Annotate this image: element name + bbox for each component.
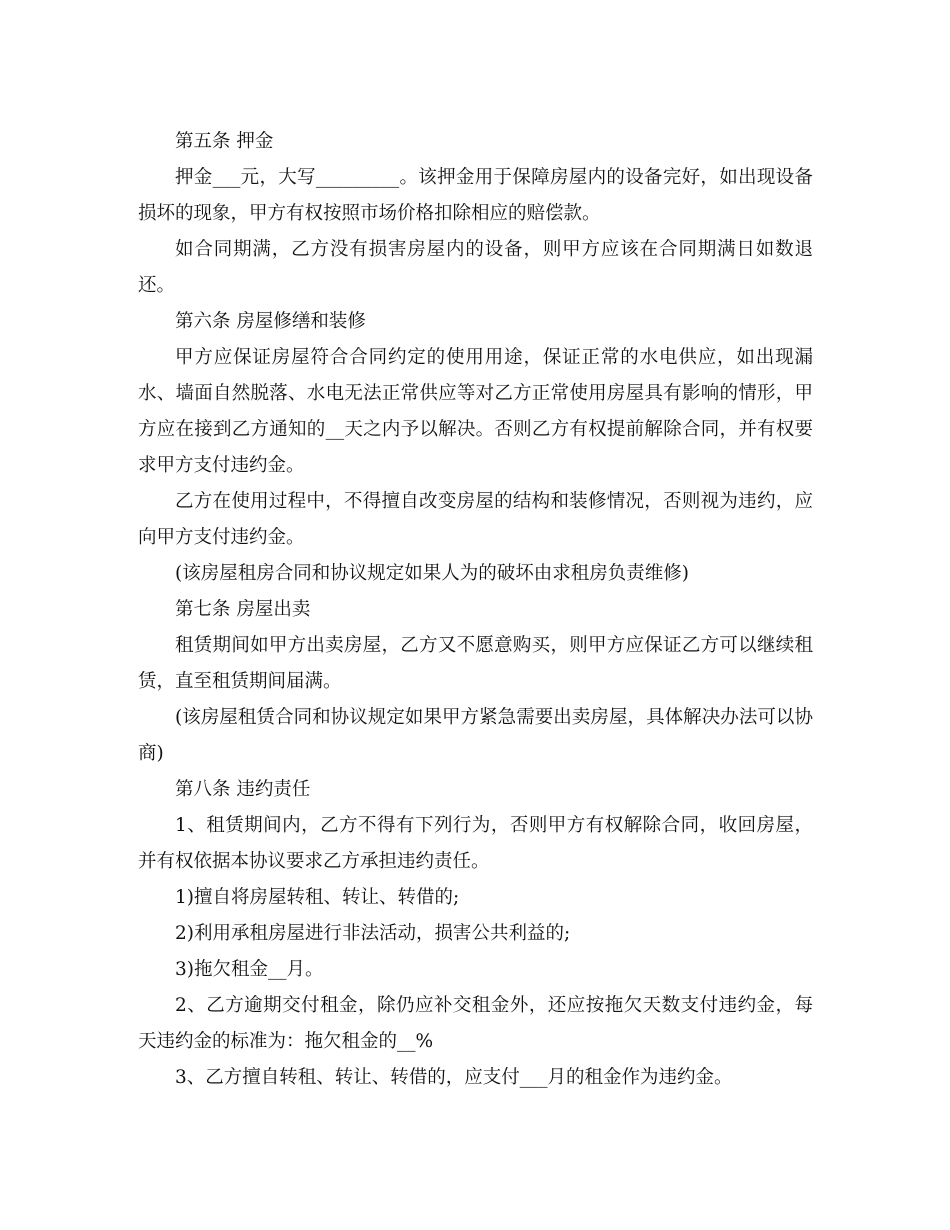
list-item-illegal-use: 2)利用承租房屋进行非法活动，损害公共利益的; xyxy=(175,923,571,944)
paragraph-repair-obligation: 甲方应保证房屋符合合同约定的使用用途，保证正常的水电供应，如出现漏水、墙面自然脱落、水电无法正常供应等对乙方正常使用房屋具有影响的情形，甲方应在接到乙方通知的__天之内予以解决。否则乙方有权提前解除合同，并有权要求甲方支付违约金。 xyxy=(138,347,813,476)
section-heading-6: 第六条 房屋修缮和装修 xyxy=(175,311,366,332)
paragraph-deposit-amount: 押金___元，大写_________。该押金用于保障房屋内的设备完好，如出现设备损坏的现象，甲方有权按照市场价格扣除相应的赔偿款。 xyxy=(138,167,813,224)
paragraph-repair-note: (该房屋租房合同和协议规定如果人为的破坏由求租房负责维修) xyxy=(175,563,689,584)
paragraph-no-alteration: 乙方在使用过程中，不得擅自改变房屋的结构和装修情况，否则视为违约，应向甲方支付违约金。 xyxy=(138,491,813,548)
section-heading-7: 第七条 房屋出卖 xyxy=(175,599,311,620)
paragraph-sale-note: (该房屋租赁合同和协议规定如果甲方紧急需要出卖房屋，具体解决办法可以协商) xyxy=(138,707,813,764)
list-item-sublet: 1)擅自将房屋转租、转让、转借的; xyxy=(175,887,460,908)
section-heading-8: 第八条 违约责任 xyxy=(175,779,311,800)
document-body xyxy=(138,124,813,1096)
paragraph-breach-2: 2、乙方逾期交付租金，除仍应补交租金外，还应按拖欠天数支付违约金，每天违约金的标准为：拖欠租金的__% xyxy=(138,995,813,1052)
paragraph-sale-continuation: 租赁期间如甲方出卖房屋，乙方又不愿意购买，则甲方应保证乙方可以继续租赁，直至租赁期间届满。 xyxy=(138,635,813,692)
list-item-arrears: 3)拖欠租金__月。 xyxy=(175,959,324,980)
section-heading-5: 第五条 押金 xyxy=(175,131,274,152)
paragraph-breach-3: 3、乙方擅自转租、转让、转借的，应支付___月的租金作为违约金。 xyxy=(175,1067,733,1088)
paragraph-deposit-refund: 如合同期满，乙方没有损害房屋内的设备，则甲方应该在合同期满日如数退还。 xyxy=(138,239,813,296)
paragraph-breach-1: 1、租赁期间内，乙方不得有下列行为，否则甲方有权解除合同，收回房屋，并有权依据本协议要求乙方承担违约责任。 xyxy=(138,815,813,872)
